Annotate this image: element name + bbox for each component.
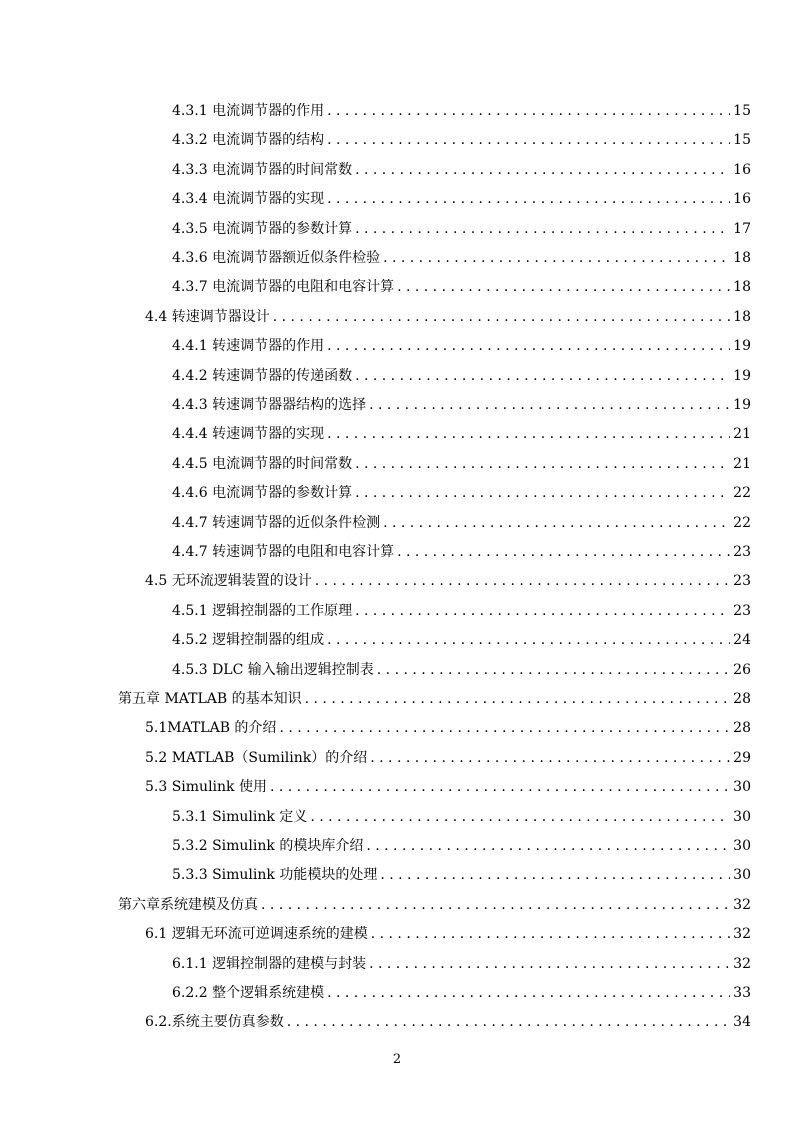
toc-entry[interactable] bbox=[172, 420, 751, 449]
toc-entry[interactable] bbox=[172, 597, 751, 626]
toc-entry-title: 4.3.6 电流调节器额近似条件检验 bbox=[172, 250, 381, 266]
toc-entry[interactable] bbox=[172, 538, 751, 567]
toc-entry-page: 21 bbox=[733, 426, 751, 443]
toc-entry-page: 32 bbox=[733, 926, 751, 943]
toc-leader-dots bbox=[305, 685, 731, 714]
toc-entry-title: 4.5.2 逻辑控制器的组成 bbox=[172, 632, 325, 649]
toc-entry-page: 32 bbox=[733, 955, 751, 972]
toc-leader-dots bbox=[355, 450, 730, 479]
toc-leader-dots bbox=[270, 773, 730, 802]
toc-entry[interactable] bbox=[145, 744, 751, 773]
toc-entry[interactable] bbox=[118, 685, 751, 714]
toc-entry-title: 4.4.5 电流调节器的时间常数 bbox=[172, 455, 353, 472]
toc-entry-page: 18 bbox=[733, 279, 751, 296]
toc-entry-title: 4.4.4 转速调节器的实现 bbox=[172, 426, 325, 443]
toc-leader-dots bbox=[366, 832, 730, 861]
toc-entry-page: 22 bbox=[733, 514, 751, 531]
toc-entry[interactable] bbox=[172, 950, 751, 979]
toc-entry-title: 5.3.3 Simulink 功能模块的处理 bbox=[172, 867, 378, 884]
toc-leader-dots bbox=[327, 420, 730, 449]
toc-entry-page: 34 bbox=[733, 1014, 751, 1031]
toc-leader-dots bbox=[377, 656, 730, 685]
toc-entry-title: 4.4.7 转速调节器的电阻和电容计算 bbox=[172, 544, 395, 560]
toc-entry[interactable] bbox=[172, 479, 751, 508]
toc-entry-title: 4.4.7 转速调节器的近似条件检测 bbox=[172, 514, 381, 531]
toc-leader-dots bbox=[355, 156, 730, 185]
toc-entry[interactable] bbox=[172, 97, 751, 126]
toc-entry-page: 30 bbox=[733, 867, 751, 884]
toc-entry-page: 22 bbox=[733, 485, 751, 502]
toc-entry-title: 4.3.4 电流调节器的实现 bbox=[172, 191, 325, 208]
toc-entry-title: 6.1.1 逻辑控制器的建模与封装 bbox=[172, 955, 367, 972]
toc-entry-title: 4.4.1 转速调节器的作用 bbox=[172, 338, 325, 355]
toc-entry-title: 4.3.3 电流调节器的时间常数 bbox=[172, 161, 353, 178]
toc-leader-dots bbox=[327, 332, 730, 361]
toc-entry-page: 24 bbox=[733, 632, 751, 649]
toc-leader-dots bbox=[397, 538, 730, 567]
toc-entry-title: 4.3.1 电流调节器的作用 bbox=[172, 103, 325, 119]
toc-entry[interactable] bbox=[172, 626, 751, 655]
toc-entry[interactable] bbox=[172, 156, 751, 185]
toc-leader-dots bbox=[327, 626, 730, 655]
toc-entry[interactable] bbox=[145, 567, 751, 596]
toc-entry[interactable] bbox=[172, 126, 751, 155]
toc-leader-dots bbox=[261, 891, 730, 920]
toc-entry-title: 第六章系统建模及仿真 bbox=[118, 896, 258, 913]
toc-entry-title: 4.3.5 电流调节器的参数计算 bbox=[172, 220, 353, 237]
toc-entry[interactable] bbox=[172, 391, 751, 420]
toc-entry-page: 33 bbox=[733, 985, 751, 1001]
toc-entry-page: 16 bbox=[733, 191, 751, 208]
toc-entry[interactable] bbox=[172, 509, 751, 538]
toc-leader-dots bbox=[287, 1008, 730, 1037]
toc-entry-page: 30 bbox=[733, 808, 751, 825]
toc-entry-page: 17 bbox=[733, 220, 751, 237]
toc-leader-dots bbox=[327, 979, 730, 1008]
toc-leader-dots bbox=[370, 744, 730, 773]
toc-leader-dots bbox=[315, 567, 730, 596]
toc-entry-page: 29 bbox=[733, 749, 751, 766]
toc-entry-title: 4.5.3 DLC 输入输出逻辑控制表 bbox=[172, 661, 374, 678]
toc-entry-page: 21 bbox=[733, 455, 751, 472]
toc-entry-page: 19 bbox=[733, 338, 751, 355]
toc-leader-dots bbox=[279, 714, 730, 743]
toc-entry-page: 23 bbox=[733, 544, 751, 560]
toc-entry[interactable] bbox=[172, 185, 751, 214]
toc-leader-dots bbox=[383, 244, 730, 273]
toc-entry[interactable] bbox=[172, 332, 751, 361]
toc-entry[interactable] bbox=[145, 920, 751, 949]
toc-entry-title: 6.1 逻辑无环流可逆调速系统的建模 bbox=[145, 926, 368, 943]
toc-entry-title: 4.5 无环流逻辑装置的设计 bbox=[145, 573, 312, 590]
toc-entry-title: 第五章 MATLAB 的基本知识 bbox=[118, 691, 302, 707]
toc-entry-title: 4.4 转速调节器设计 bbox=[145, 308, 270, 325]
toc-entry[interactable] bbox=[145, 773, 751, 802]
toc-entry-title: 5.1MATLAB 的介绍 bbox=[145, 720, 277, 737]
toc-leader-dots bbox=[355, 597, 730, 626]
toc-leader-dots bbox=[369, 391, 730, 420]
toc-entry-page: 28 bbox=[733, 691, 751, 707]
toc-entry[interactable] bbox=[172, 979, 751, 1008]
toc-entry-title: 6.2.系统主要仿真参数 bbox=[145, 1014, 284, 1031]
toc-leader-dots bbox=[383, 509, 730, 538]
toc-entry-title: 5.2 MATLAB（Sumilink）的介绍 bbox=[145, 749, 368, 766]
toc-leader-dots bbox=[355, 362, 730, 391]
toc-entry[interactable] bbox=[172, 215, 751, 244]
toc-entry-title: 6.2.2 整个逻辑系统建模 bbox=[172, 985, 325, 1001]
toc-leader-dots bbox=[380, 861, 730, 890]
toc-entry-page: 18 bbox=[733, 250, 751, 266]
toc-entry-title: 5.3.2 Simulink 的模块库介绍 bbox=[172, 838, 364, 854]
toc-entry-title: 4.3.7 电流调节器的电阻和电容计算 bbox=[172, 279, 395, 296]
toc-leader-dots bbox=[327, 97, 730, 126]
toc-entry-title: 5.3 Simulink 使用 bbox=[145, 779, 267, 796]
toc-entry[interactable] bbox=[172, 273, 751, 302]
toc-leader-dots bbox=[327, 126, 730, 155]
toc-leader-dots bbox=[397, 273, 730, 302]
page-number: 2 bbox=[392, 1052, 402, 1067]
toc-entry[interactable] bbox=[172, 803, 751, 832]
toc-entry-page: 30 bbox=[733, 779, 751, 796]
toc-entry[interactable] bbox=[172, 656, 751, 685]
toc-entry-page: 16 bbox=[733, 161, 751, 178]
toc-entry-page: 30 bbox=[733, 838, 751, 854]
toc-entry[interactable] bbox=[172, 861, 751, 890]
toc-entry[interactable] bbox=[145, 714, 751, 743]
toc-leader-dots bbox=[355, 215, 730, 244]
toc-leader-dots bbox=[369, 950, 730, 979]
toc-entry[interactable] bbox=[172, 362, 751, 391]
toc-entry-title: 4.4.2 转速调节器的传递函数 bbox=[172, 367, 353, 384]
toc-entry-page: 15 bbox=[733, 103, 751, 119]
toc-entry-title: 4.5.1 逻辑控制器的工作原理 bbox=[172, 602, 353, 619]
toc-entry[interactable] bbox=[118, 891, 751, 920]
toc-entry-title: 4.4.6 电流调节器的参数计算 bbox=[172, 485, 353, 502]
toc-entry-page: 15 bbox=[733, 132, 751, 149]
toc-entry-page: 26 bbox=[733, 661, 751, 678]
toc-entry-page: 23 bbox=[733, 602, 751, 619]
toc-entry-page: 19 bbox=[733, 397, 751, 413]
toc-entry[interactable] bbox=[172, 244, 751, 273]
toc-entry[interactable] bbox=[145, 303, 751, 332]
toc-leader-dots bbox=[355, 479, 730, 508]
toc-leader-dots bbox=[273, 303, 730, 332]
toc-entry[interactable] bbox=[172, 832, 751, 861]
toc-entry-page: 18 bbox=[733, 308, 751, 325]
toc-leader-dots bbox=[371, 920, 730, 949]
toc-entry-page: 19 bbox=[733, 367, 751, 384]
toc-entry[interactable] bbox=[172, 450, 751, 479]
toc-leader-dots bbox=[327, 185, 730, 214]
toc-entry[interactable] bbox=[145, 1008, 751, 1037]
toc-leader-dots bbox=[310, 803, 730, 832]
toc-entry-title: 4.3.2 电流调节器的结构 bbox=[172, 132, 325, 149]
toc-entry-title: 5.3.1 Simulink 定义 bbox=[172, 808, 308, 825]
toc-entry-title: 4.4.3 转速调节器器结构的选择 bbox=[172, 397, 367, 413]
toc-entry-page: 23 bbox=[733, 573, 751, 590]
toc-entry-page: 28 bbox=[733, 720, 751, 737]
toc-entry-page: 32 bbox=[733, 896, 751, 913]
